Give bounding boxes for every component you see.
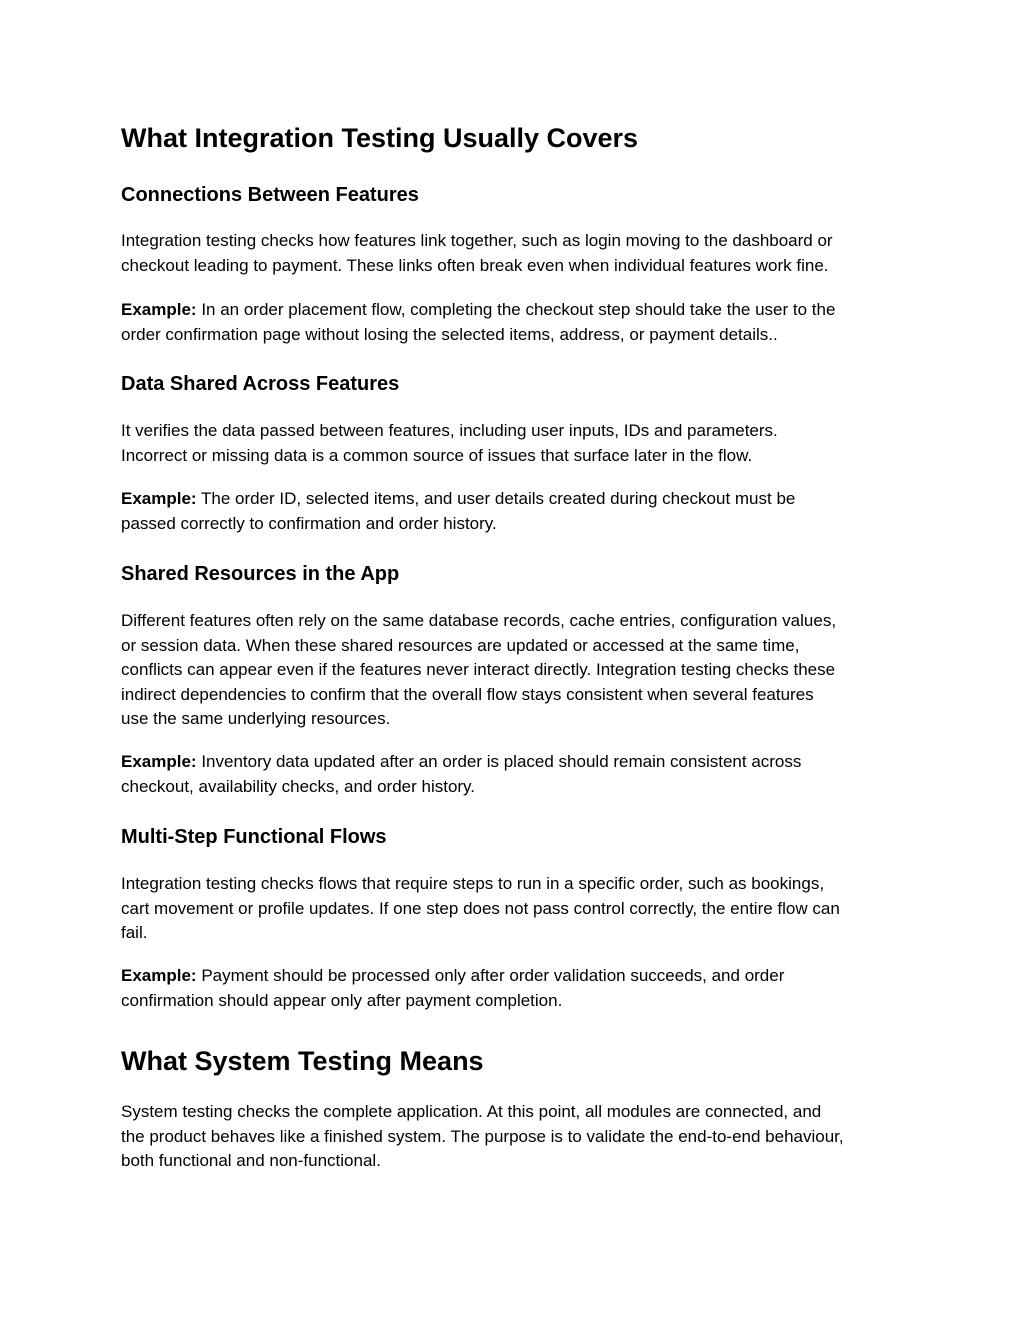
text-line: the product behaves like a finished system. The purpose is to validate the end-to-end behaviour,	[121, 1126, 844, 1146]
text-line: Inventory data updated after an order is placed should remain consistent across	[196, 752, 802, 771]
text-line: System testing checks the complete application. At this point, all modules are connected, and	[121, 1102, 822, 1121]
example-label: Example:	[121, 966, 197, 985]
text-line: passed correctly to confirmation and order history.	[121, 513, 497, 533]
text-line: Different features often rely on the same database records, cache entries, configuration values,	[121, 611, 837, 630]
paragraph-shared-resources	[121, 609, 836, 732]
text-line: cart movement or profile updates. If one step does not pass control correctly, the entire flow can	[121, 898, 840, 918]
text-line: indirect dependencies to confirm that the overall flow stays consistent when several features	[121, 684, 814, 704]
text-line: fail.	[121, 923, 148, 942]
text-line: Incorrect or missing data is a common source of issues that surface later in the flow.	[121, 445, 753, 465]
example-label: Example:	[121, 752, 197, 771]
example-label: Example:	[121, 300, 197, 319]
heading-multi-step: Multi-Step Functional Flows	[121, 826, 387, 848]
text-line: Payment should be processed only after order validation succeeds, and order	[196, 966, 785, 985]
text-line: checkout leading to payment. These links often break even when individual features work fine.	[121, 255, 829, 275]
paragraph-connections	[121, 229, 833, 278]
heading-integration-testing: What Integration Testing Usually Covers	[121, 123, 639, 153]
text-line: It verifies the data passed between features, including user inputs, IDs and parameters.	[121, 421, 778, 440]
heading-data-shared: Data Shared Across Features	[121, 373, 400, 395]
paragraph-multi-step	[121, 872, 840, 946]
text-line: or session data. When these shared resources are updated or accessed at the same time,	[121, 635, 800, 655]
text-line: order confirmation page without losing the selected items, address, or payment details..	[121, 324, 778, 344]
heading-system-testing: What System Testing Means	[121, 1046, 484, 1076]
heading-connections: Connections Between Features	[121, 184, 419, 206]
text-line: Integration testing checks flows that require steps to run in a specific order, such as bookings,	[121, 874, 825, 893]
text-line: use the same underlying resources.	[121, 709, 391, 728]
text-line: The order ID, selected items, and user details created during checkout must be	[196, 489, 796, 508]
example-label: Example:	[121, 489, 197, 508]
text-line: both functional and non-functional.	[121, 1151, 381, 1170]
text-line: In an order placement flow, completing the checkout step should take the user to the	[196, 300, 836, 319]
text-line: checkout, availability checks, and order history.	[121, 776, 476, 796]
example-shared-resources	[121, 750, 801, 799]
example-data-shared	[121, 487, 795, 536]
paragraph-system-testing	[121, 1100, 844, 1174]
text-line: Integration testing checks how features link together, such as login moving to the dashboard or	[121, 231, 833, 250]
example-connections	[121, 298, 835, 347]
paragraph-data-shared	[121, 419, 778, 468]
text-line: conflicts can appear even if the features never interact directly. Integration testing checks these	[121, 660, 836, 679]
heading-shared-resources: Shared Resources in the App	[121, 563, 400, 585]
example-multi-step	[121, 964, 784, 1013]
text-line: confirmation should appear only after payment completion.	[121, 990, 563, 1010]
